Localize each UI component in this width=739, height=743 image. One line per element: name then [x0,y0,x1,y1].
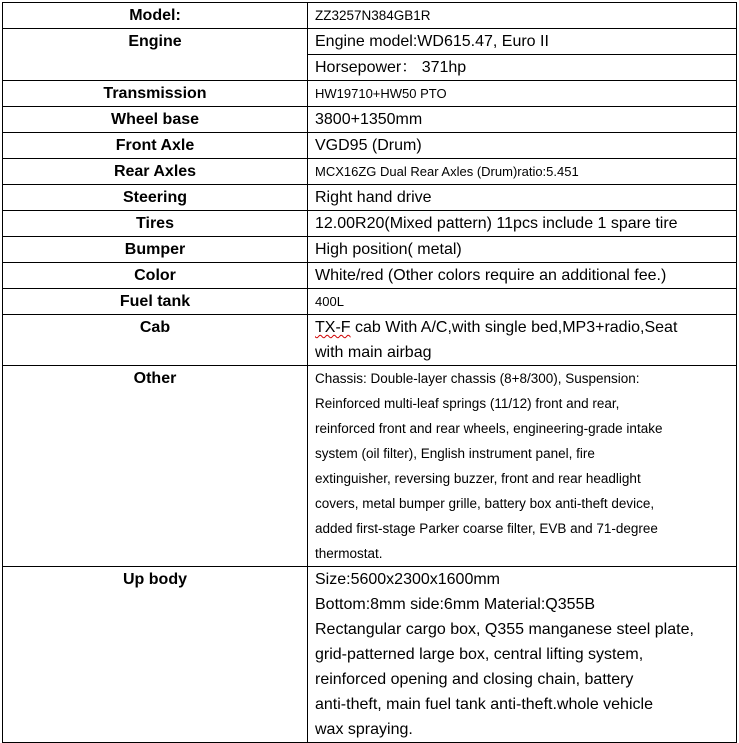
row-engine [3,29,737,55]
value-color: White/red (Other colors require an additional fee.) [308,263,737,289]
other-line: covers, metal bumper grille, battery box anti-theft device, [315,496,655,511]
value-engine-model: Engine model:WD615.47, Euro II [308,29,737,55]
label-cab: Cab [3,315,308,366]
other-line: extinguisher, reversing buzzer, front and rear headlight [315,471,641,486]
row-up-body [3,567,737,743]
row-wheel-base [3,107,737,133]
label-color: Color [3,263,308,289]
label-fuel-tank: Fuel tank [3,289,308,315]
row-fuel-tank [3,289,737,315]
label-bumper: Bumper [3,237,308,263]
row-front-axle [3,133,737,159]
cab-line-2: with main airbag [315,344,432,361]
row-bumper [3,237,737,263]
label-front-axle: Front Axle [3,133,308,159]
value-transmission: HW19710+HW50 PTO [308,81,737,107]
value-wheel-base: 3800+1350mm [308,107,737,133]
row-transmission [3,81,737,107]
value-up-body [308,567,737,743]
row-other [3,366,737,567]
label-other: Other [3,366,308,567]
other-line: reinforced front and rear wheels, engineering-grade intake [315,421,663,436]
up-body-line: Bottom:8mm side:6mm Material:Q355B [315,596,596,613]
label-wheel-base: Wheel base [3,107,308,133]
row-rear-axles [3,159,737,185]
value-rear-axles: MCX16ZG Dual Rear Axles (Drum)ratio:5.451 [308,159,737,185]
row-cab [3,315,737,366]
value-engine-horsepower: Horsepower： 371hp [308,55,737,81]
value-bumper: High position( metal) [308,237,737,263]
cab-line-1-text: cab With A/C,with single bed,MP3+radio,Seat [350,319,678,336]
label-model: Model: [3,3,308,29]
value-fuel-tank: 400L [308,289,737,315]
row-steering [3,185,737,211]
value-steering: Right hand drive [308,185,737,211]
label-steering: Steering [3,185,308,211]
other-line: system (oil filter), English instrument panel, fire [315,446,595,461]
spec-table [2,2,737,743]
value-front-axle: VGD95 (Drum) [308,133,737,159]
cab-model-text: TX-F [315,319,351,336]
value-cab [308,315,737,366]
label-up-body: Up body [3,567,308,743]
other-line: added first-stage Parker coarse filter, EVB and 71-degree [315,521,658,536]
label-tires: Tires [3,211,308,237]
up-body-line: grid-patterned large box, central lifting system, [315,646,644,663]
label-transmission: Transmission [3,81,308,107]
up-body-line: wax spraying. [315,721,413,738]
value-other [308,366,737,567]
cab-line-1 [315,315,732,340]
up-body-line: reinforced opening and closing chain, battery [315,671,634,688]
up-body-line: anti-theft, main fuel tank anti-theft.whole vehicle [315,696,653,713]
up-body-line: Rectangular cargo box, Q355 manganese steel plate, [315,621,694,638]
value-model: ZZ3257N384GB1R [308,3,737,29]
other-line: Chassis: Double-layer chassis (8+8/300), Suspension: [315,371,640,386]
label-rear-axles: Rear Axles [3,159,308,185]
row-tires [3,211,737,237]
other-line: thermostat. [315,546,383,561]
row-model [3,3,737,29]
up-body-line: Size:5600x2300x1600mm [315,571,501,588]
row-color [3,263,737,289]
value-tires: 12.00R20(Mixed pattern) 11pcs include 1 spare tire [308,211,737,237]
other-line: Reinforced multi-leaf springs (11/12) front and rear, [315,396,620,411]
label-engine: Engine [3,29,308,81]
